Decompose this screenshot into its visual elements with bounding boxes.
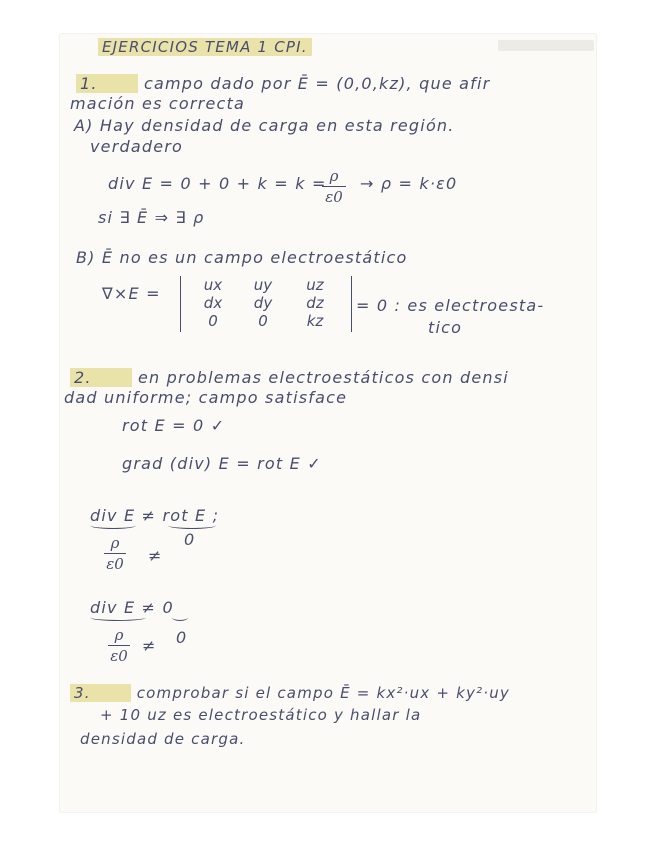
page-title: EJERCICIOS TEMA 1 CPI.	[98, 38, 312, 56]
q2-option-3: div E ≠ rot E ;	[90, 506, 220, 525]
q3-prompt-line2: + 10 uz es electroestático y hallar la	[100, 706, 422, 724]
q1-divergence: div E = 0 + 0 + k = k =	[108, 174, 327, 193]
matrix-cell: 0	[208, 312, 218, 330]
q2-option-1: rot E = 0 ✓	[122, 416, 226, 435]
q2-option-4: div E ≠ 0	[90, 598, 174, 617]
q1-curl-result: = 0 : es electroesta-	[356, 296, 545, 315]
q2-option-2: grad (div) E = rot E ✓	[122, 454, 322, 473]
not-equal-sign: ≠	[142, 636, 157, 655]
q1-curl-lhs: ∇×E =	[102, 284, 161, 303]
matrix-cell: uz	[306, 276, 324, 294]
q1-prompt-line1: 1. campo dado por Ē = (0,0,kz), que afir	[76, 74, 490, 93]
q2-option-4-fraction: ρ ε0	[108, 626, 130, 665]
q1-determinant	[180, 276, 352, 332]
q1-curl-result-cont: tico	[428, 318, 463, 337]
q1-fraction: ρ ε0	[322, 167, 346, 206]
notebook-page	[60, 34, 596, 812]
zero-value: 0	[176, 628, 188, 647]
q3-prompt-line1: 3. comprobar si el campo Ē = kx²·ux + ky²·uy	[70, 684, 510, 702]
zero-value: 0	[184, 530, 196, 549]
matrix-cell: dz	[306, 294, 324, 312]
tape-strip	[498, 40, 594, 51]
q1-option-a-verdict: verdadero	[90, 137, 184, 156]
q3-prompt-line3: densidad de carga.	[80, 730, 246, 748]
q1-option-b: B) Ē no es un campo electroestático	[76, 248, 408, 267]
check-icon: ✓	[210, 416, 226, 435]
q1-implication: si ∃ Ē ⇒ ∃ ρ	[98, 208, 205, 227]
q2-option-3-fraction: ρ ε0	[104, 534, 126, 573]
matrix-cell: 0	[258, 312, 268, 330]
q2-prompt-line1: 2. en problemas electroestáticos con densi	[70, 368, 509, 387]
matrix-cell: uy	[253, 276, 273, 294]
underbrace	[90, 522, 136, 529]
check-icon: ✓	[307, 454, 322, 473]
matrix-cell: dx	[203, 294, 223, 312]
q1-option-a: A) Hay densidad de carga en esta región.	[74, 116, 455, 135]
matrix-cell: dy	[253, 294, 273, 312]
underbrace	[172, 614, 188, 621]
q1-density-result: → ρ = k·ε0	[360, 174, 458, 193]
q2-prompt-line2: dad uniforme; campo satisface	[64, 388, 348, 407]
not-equal-sign: ≠	[148, 546, 163, 565]
underbrace	[168, 522, 216, 529]
underbrace	[90, 614, 146, 621]
matrix-cell: kz	[306, 312, 324, 330]
q1-prompt-line2: mación es correcta	[70, 94, 245, 113]
matrix-cell: ux	[203, 276, 223, 294]
